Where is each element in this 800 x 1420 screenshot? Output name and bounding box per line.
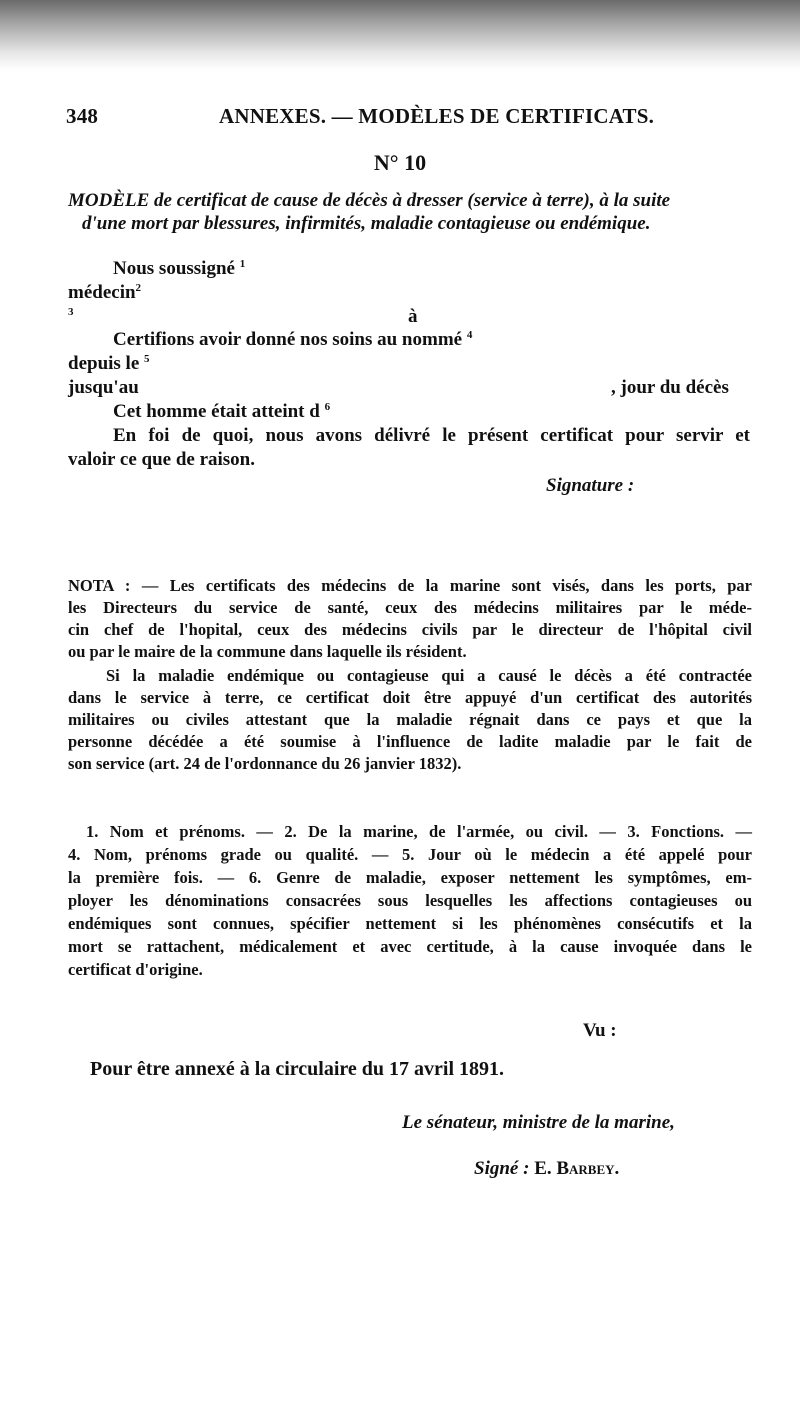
footnote-ref: 6 [324, 401, 331, 413]
footnote-ref: 2 [135, 282, 142, 294]
form-line-jour-deces: , jour du décès [611, 377, 729, 398]
signe-prefix: Signé : [474, 1158, 530, 1179]
form-line-fonctions [68, 306, 74, 328]
footnote-line: endémiques sont connues, spécifier nettement si les phénomènes consécutifs et la [68, 914, 752, 933]
footnote-line: ployer les dénominations consacrées sous lesquelles les affections contagieuses ou [68, 891, 752, 910]
signatory-name: E. Barbey. [534, 1158, 620, 1179]
form-line-depuis [68, 353, 150, 375]
form-line-valoir: valoir ce que de raison. [68, 449, 256, 470]
form-line-soussigne [113, 258, 245, 280]
heading-line-1: MODÈLE de certificat de cause de décès à dresser (service à terre), à la suite [68, 190, 671, 211]
footnote-ref: 3 [68, 306, 74, 318]
nota-line: les Directeurs du service de santé, ceux des médecins militaires par le méde- [68, 598, 752, 617]
minister-title: Le sénateur, ministre de la marine, [402, 1112, 675, 1133]
form-line-jusquau: jusqu'au [68, 377, 139, 398]
footnote-line: 1. Nom et prénoms. — 2. De la marine, de l'armée, ou civil. — 3. Fonctions. — [86, 822, 752, 841]
footnote-line: mort se rattachent, médicalement et avec certitude, à la cause invoquée dans le [68, 937, 752, 956]
annexe-line: Pour être annexé à la circulaire du 17 avril 1891. [90, 1058, 505, 1080]
signed-by [474, 1158, 619, 1180]
form-line-a: à [408, 306, 418, 327]
form-line-atteint [113, 401, 330, 423]
form-text: Certifions avoir donné nos soins au nommé [113, 329, 463, 350]
heading-line-2: d'une mort par blessures, infirmités, maladie contagieuse ou endémique. [82, 213, 651, 234]
form-text: Nous soussigné [113, 258, 235, 279]
footnote-line: la première fois. — 6. Genre de maladie, exposer nettement les symptômes, em- [68, 868, 752, 887]
form-line-medecin [68, 282, 141, 304]
footnote-ref: 1 [239, 258, 246, 270]
vu-label: Vu : [583, 1020, 617, 1041]
footnote-line: 4. Nom, prénoms grade ou qualité. — 5. Jour où le médecin a été appelé pour [68, 845, 752, 864]
nota-line: son service (art. 24 de l'ordonnance du 26 janvier 1832). [68, 754, 462, 773]
running-title: ANNEXES. — MODÈLES DE CERTIFICATS. [219, 104, 655, 128]
form-text: médecin [68, 282, 136, 303]
form-line-en-foi: En foi de quoi, nous avons délivré le présent certificat pour servir et [113, 425, 750, 446]
nota-line: militaires ou civiles attestant que la maladie régnait dans ce pays et que la [68, 710, 752, 729]
form-text: Cet homme était atteint d [113, 401, 320, 422]
signature-label: Signature : [546, 475, 635, 496]
footnote-ref: 5 [144, 353, 150, 365]
nota-line: NOTA : — Les certificats des médecins de la marine sont visés, dans les ports, par [68, 576, 752, 595]
footnote-line: certificat d'origine. [68, 960, 203, 979]
nota-line: cin chef de l'hopital, ceux des médecins civils par le directeur de l'hôpital civil [68, 620, 752, 639]
scan-shadow [0, 0, 800, 70]
document-number: N° 10 [373, 150, 427, 175]
nota-line: personne décédée a été soumise à l'influence de ladite maladie par le fait de [68, 732, 752, 751]
nota-line: dans le service à terre, ce certificat doit être appuyé d'un certificat des autorités [68, 688, 752, 707]
page-number: 348 [66, 104, 99, 128]
form-line-certifions [113, 329, 472, 351]
nota-line: Si la maladie endémique ou contagieuse qui a causé le décès a été contractée [106, 666, 752, 685]
form-text: depuis le [68, 353, 140, 374]
nota-line: ou par le maire de la commune dans laquelle ils résident. [68, 642, 467, 661]
footnote-ref: 4 [466, 329, 473, 341]
